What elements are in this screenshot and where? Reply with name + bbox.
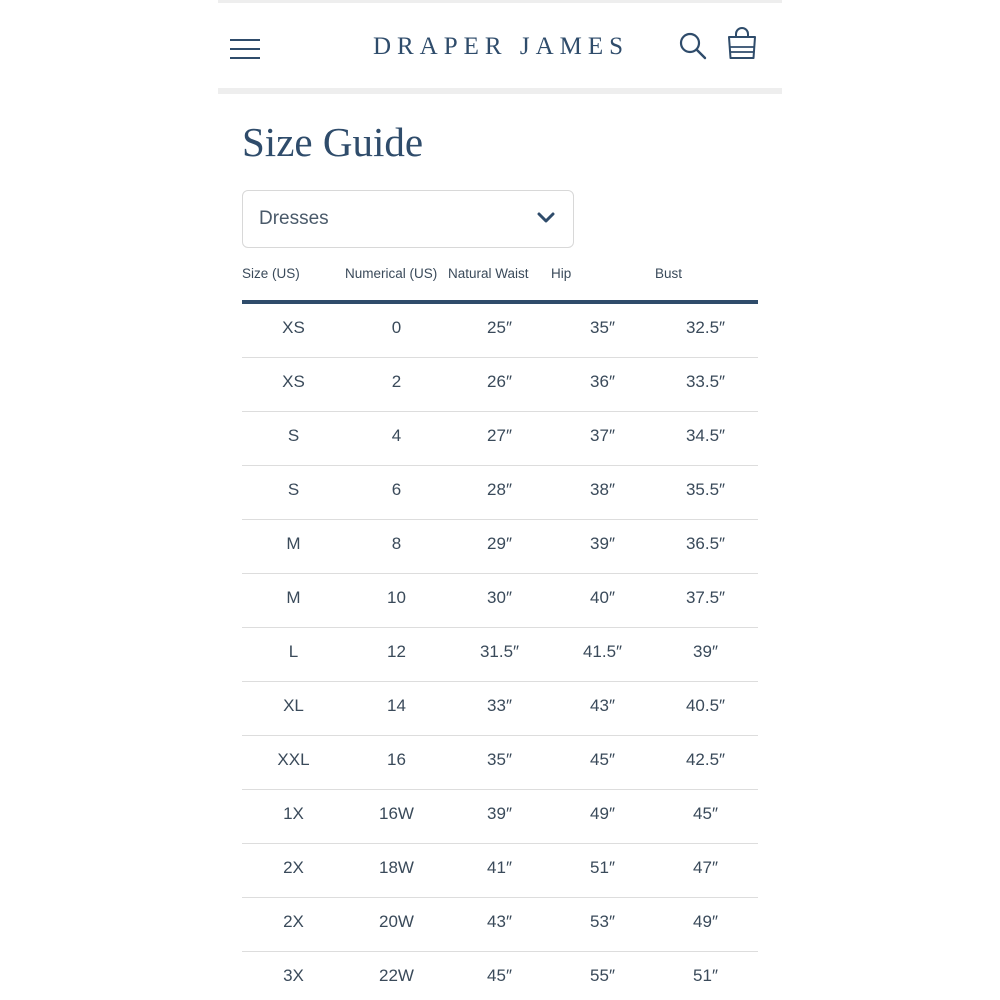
category-select-value: Dresses (259, 208, 329, 229)
size-cell: 3X (283, 966, 304, 985)
column-header-hip: Hip (551, 266, 572, 281)
size-cell: L (288, 642, 299, 661)
table-row (242, 520, 758, 574)
size-cell: XXL (277, 750, 310, 769)
hip-cell: 40″ (590, 588, 615, 607)
numerical-cell: 4 (391, 426, 402, 445)
size-cell: XL (283, 696, 304, 715)
table-row (242, 952, 758, 1000)
bust-cell: 39″ (693, 642, 718, 661)
waist-cell: 29″ (487, 534, 512, 553)
size-cell: 2X (283, 858, 304, 877)
waist-cell: 45″ (487, 966, 512, 985)
hip-cell: 35″ (590, 318, 615, 337)
table-row (242, 304, 758, 358)
size-cell: XS (282, 318, 305, 337)
bust-cell: 40.5″ (685, 696, 726, 715)
table-row (242, 844, 758, 898)
chevron-down-icon (537, 211, 555, 225)
bust-cell: 45″ (693, 804, 718, 823)
table-row (242, 682, 758, 736)
size-cell: M (286, 534, 301, 553)
numerical-cell: 16 (387, 750, 406, 769)
page-title: Size Guide (242, 119, 424, 165)
size-cell: 2X (283, 912, 304, 931)
hamburger-menu-icon[interactable] (230, 37, 262, 63)
size-cell: M (286, 588, 301, 607)
column-header-numerical: Numerical (US) (345, 266, 438, 281)
waist-cell: 30″ (487, 588, 512, 607)
category-select[interactable] (242, 190, 574, 248)
size-cell: XS (282, 372, 305, 391)
size-cell: S (287, 426, 300, 445)
numerical-cell: 20W (379, 912, 414, 931)
waist-cell: 33″ (487, 696, 512, 715)
numerical-cell: 22W (379, 966, 414, 985)
column-header-natural-waist: Natural Waist (448, 266, 529, 281)
column-header-size: Size (US) (242, 266, 300, 281)
hip-cell: 51″ (590, 858, 615, 877)
waist-cell: 26″ (487, 372, 512, 391)
bust-cell: 35.5″ (685, 480, 726, 499)
waist-cell: 35″ (487, 750, 512, 769)
waist-cell: 25″ (487, 318, 512, 337)
numerical-cell: 14 (387, 696, 406, 715)
bust-cell: 37.5″ (685, 588, 726, 607)
numerical-cell: 8 (391, 534, 402, 553)
table-row (242, 466, 758, 520)
hip-cell: 53″ (590, 912, 615, 931)
numerical-cell: 12 (387, 642, 406, 661)
size-table (242, 304, 758, 1000)
hip-cell: 43″ (590, 696, 615, 715)
site-header (218, 3, 782, 88)
header-divider (218, 88, 782, 94)
waist-cell: 28″ (487, 480, 512, 499)
column-header-bust: Bust (655, 266, 683, 281)
bust-cell: 51″ (693, 966, 718, 985)
table-row (242, 628, 758, 682)
numerical-cell: 18W (379, 858, 414, 877)
table-row (242, 574, 758, 628)
hip-cell: 37″ (590, 426, 615, 445)
search-icon[interactable] (678, 31, 708, 61)
bust-cell: 49″ (693, 912, 718, 931)
hip-cell: 39″ (590, 534, 615, 553)
waist-cell: 27″ (487, 426, 512, 445)
shopping-bag-icon[interactable] (726, 27, 758, 61)
hip-cell: 36″ (590, 372, 615, 391)
bust-cell: 34.5″ (685, 426, 726, 445)
numerical-cell: 2 (391, 372, 402, 391)
table-row (242, 736, 758, 790)
table-row (242, 412, 758, 466)
bust-cell: 42.5″ (685, 750, 726, 769)
hip-cell: 41.5″ (582, 642, 623, 661)
numerical-cell: 6 (391, 480, 402, 499)
size-cell: S (287, 480, 300, 499)
bust-cell: 33.5″ (685, 372, 726, 391)
hip-cell: 55″ (590, 966, 615, 985)
hip-cell: 49″ (590, 804, 615, 823)
size-guide-page (218, 0, 782, 1000)
hip-cell: 38″ (590, 480, 615, 499)
hip-cell: 45″ (590, 750, 615, 769)
waist-cell: 39″ (487, 804, 512, 823)
table-row (242, 790, 758, 844)
waist-cell: 41″ (487, 858, 512, 877)
bust-cell: 36.5″ (685, 534, 726, 553)
waist-cell: 31.5″ (479, 642, 520, 661)
brand-logo[interactable]: DRAPER JAMES (372, 33, 630, 60)
bust-cell: 32.5″ (685, 318, 726, 337)
table-row (242, 898, 758, 952)
numerical-cell: 0 (391, 318, 402, 337)
table-row (242, 358, 758, 412)
bust-cell: 47″ (693, 858, 718, 877)
waist-cell: 43″ (487, 912, 512, 931)
numerical-cell: 10 (387, 588, 406, 607)
numerical-cell: 16W (379, 804, 414, 823)
size-cell: 1X (283, 804, 304, 823)
